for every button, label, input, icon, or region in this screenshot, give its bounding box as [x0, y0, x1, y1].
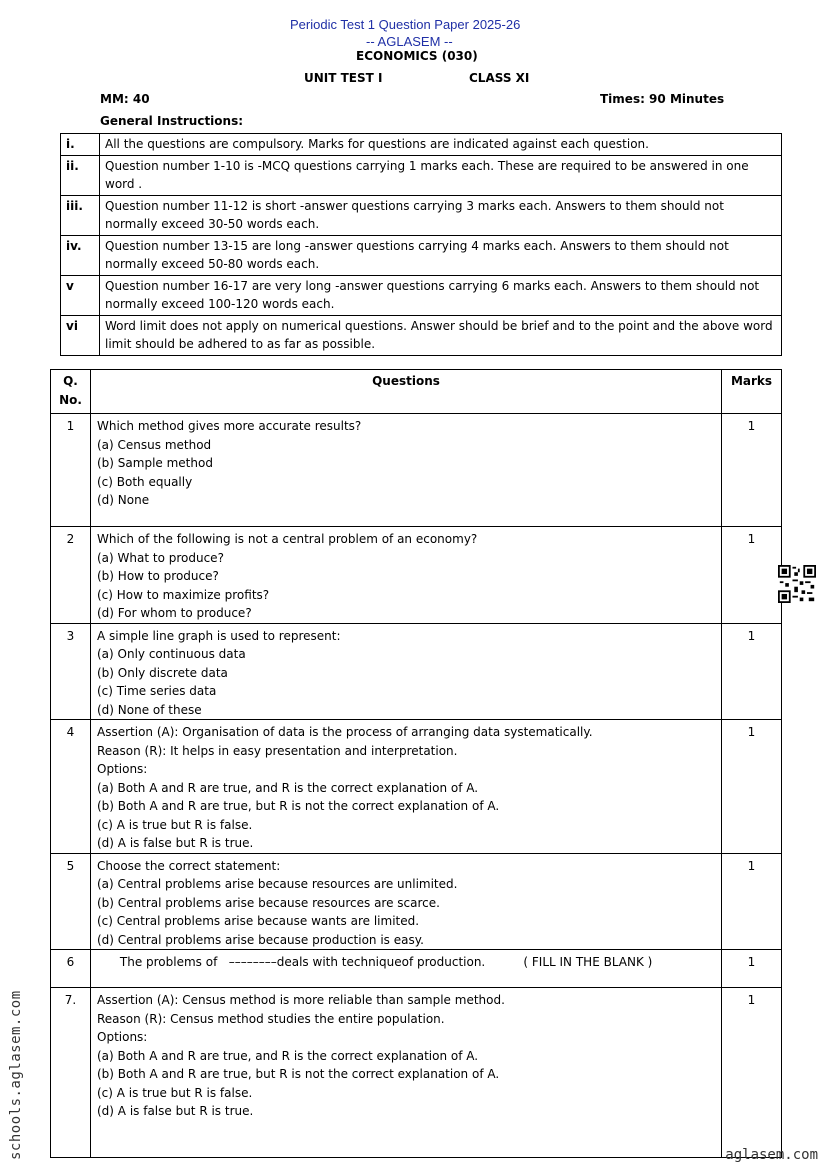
question-row [51, 527, 782, 624]
footer-watermark: aglasem.com [725, 1147, 818, 1163]
question-number: 5 [51, 853, 91, 950]
question-stem: Which method gives more accurate results? [97, 419, 362, 433]
question-row [51, 853, 782, 950]
instruction-number: i. [61, 134, 100, 156]
question-option: (d) None [97, 493, 150, 507]
question-option: (a) Both A and R are true, and R is the correct explanation of A. [97, 780, 479, 795]
question-marks: 1 [722, 720, 782, 854]
question-option: (c) How to maximize profits? [97, 587, 270, 602]
question-option: (c) Central problems arise because wants are limited. [97, 914, 420, 928]
question-stem: Which of the following is not a central problem of an economy? [97, 532, 478, 546]
instruction-row [61, 235, 782, 275]
question-option: (a) Central problems arise because resources are unlimited. [97, 877, 458, 891]
instruction-number: ii. [61, 155, 100, 195]
question-stem: Assertion (A): Organisation of data is the process of arranging data systematically. [97, 725, 593, 739]
question-marks: 1 [722, 414, 782, 527]
question-option: Options: [97, 1030, 148, 1044]
question-text [91, 950, 722, 988]
question-text [91, 720, 722, 854]
question-row [51, 414, 782, 527]
question-number: 2 [51, 527, 91, 624]
instruction-row [61, 134, 782, 156]
header-brand: -- AGLASEM -- [366, 34, 453, 49]
question-option: (b) Sample method [97, 456, 213, 470]
questions-header: Questions [91, 370, 722, 414]
question-option: Reason (R): Census method studies the entire population. [97, 1011, 445, 1026]
question-option: (c) Time series data [97, 684, 217, 698]
question-row [51, 720, 782, 854]
instruction-row [61, 155, 782, 195]
question-marks: 1 [722, 988, 782, 1158]
question-marks: 1 [722, 623, 782, 720]
question-option: (a) Both A and R are true, and R is the correct explanation of A. [97, 1048, 479, 1063]
question-number: 4 [51, 720, 91, 854]
instruction-text: Word limit does not apply on numerical questions. Answer should be brief and to the point and the above word limit should be adhered to as far as possible. [100, 315, 782, 355]
instruction-number: iii. [61, 195, 100, 235]
question-option: (b) Both A and R are true, but R is not the correct explanation of A. [97, 799, 500, 813]
question-row [51, 623, 782, 720]
question-option: (d) A is false but R is true. [97, 836, 254, 850]
question-number: 6 [51, 950, 91, 988]
instruction-number: v [61, 275, 100, 315]
question-marks: 1 [722, 853, 782, 950]
question-option: (c) A is true but R is false. [97, 1085, 253, 1100]
instruction-text: Question number 13-15 are long -answer questions carrying 4 marks each. Answers to them should not normally exceed 50-80 words each. [100, 235, 782, 275]
subject-title: ECONOMICS (030) [356, 49, 478, 63]
question-option: (b) How to produce? [97, 569, 219, 583]
instructions-heading: General Instructions: [100, 114, 244, 128]
questions-table [50, 369, 782, 1158]
question-option: (b) Only discrete data [97, 665, 228, 680]
instruction-row [61, 275, 782, 315]
question-marks: 1 [722, 527, 782, 624]
question-option: (d) For whom to produce? [97, 606, 252, 620]
question-option: (b) Both A and R are true, but R is not the correct explanation of A. [97, 1067, 500, 1081]
question-option: (d) A is false but R is true. [97, 1104, 254, 1118]
question-number: 1 [51, 414, 91, 527]
header-title: Periodic Test 1 Question Paper 2025-26 [290, 17, 521, 32]
instruction-number: vi [61, 315, 100, 355]
marks-header: Marks [722, 370, 782, 414]
instruction-row [61, 315, 782, 355]
question-row [51, 950, 782, 988]
question-text [91, 527, 722, 624]
question-stem: The problems of ––––––––deals with techniqueof production. ( FILL IN THE BLANK ) [97, 955, 653, 969]
side-watermark: schools.aglasem.com [8, 990, 24, 1160]
question-option: (d) Central problems arise because production is easy. [97, 932, 424, 947]
unit-label: UNIT TEST I [304, 71, 383, 85]
question-option: Options: [97, 762, 148, 776]
qno-header: Q. No. [51, 370, 91, 414]
instructions-table [60, 133, 782, 356]
question-option: Reason (R): It helps in easy presentation and interpretation. [97, 743, 458, 758]
question-text [91, 414, 722, 527]
question-text [91, 988, 722, 1158]
question-stem: Choose the correct statement: [97, 858, 281, 873]
instruction-text: Question number 1-10 is -MCQ questions carrying 1 marks each. These are required to be answered in one word . [100, 155, 782, 195]
question-option: (a) What to produce? [97, 550, 224, 565]
question-option: (d) None of these [97, 702, 202, 717]
instruction-text: All the questions are compulsory. Marks for questions are indicated against each question. [100, 134, 782, 156]
question-marks: 1 [722, 950, 782, 988]
question-option: (b) Central problems arise because resources are scarce. [97, 895, 440, 910]
question-number: 3 [51, 623, 91, 720]
question-option: (c) A is true but R is false. [97, 817, 253, 832]
time-label: Times: 90 Minutes [600, 92, 725, 106]
class-label: CLASS XI [469, 71, 530, 85]
question-stem: A simple line graph is used to represent: [97, 628, 341, 643]
instruction-text: Question number 16-17 are very long -answer questions carrying 6 marks each. Answers to them should not normally exceed 100-120 words each. [100, 275, 782, 315]
qr-code-icon [778, 565, 816, 603]
question-text [91, 853, 722, 950]
question-row [51, 988, 782, 1158]
question-stem: Assertion (A): Census method is more reliable than sample method. [97, 993, 505, 1007]
instruction-row [61, 195, 782, 235]
question-option: (c) Both equally [97, 474, 193, 489]
question-text [91, 623, 722, 720]
instruction-text: Question number 11-12 is short -answer questions carrying 3 marks each. Answers to them should not normally exceed 30-50 words each. [100, 195, 782, 235]
question-option: (a) Only continuous data [97, 647, 246, 661]
max-marks: MM: 40 [100, 92, 150, 106]
question-option: (a) Census method [97, 437, 212, 452]
instruction-number: iv. [61, 235, 100, 275]
question-number: 7. [51, 988, 91, 1158]
